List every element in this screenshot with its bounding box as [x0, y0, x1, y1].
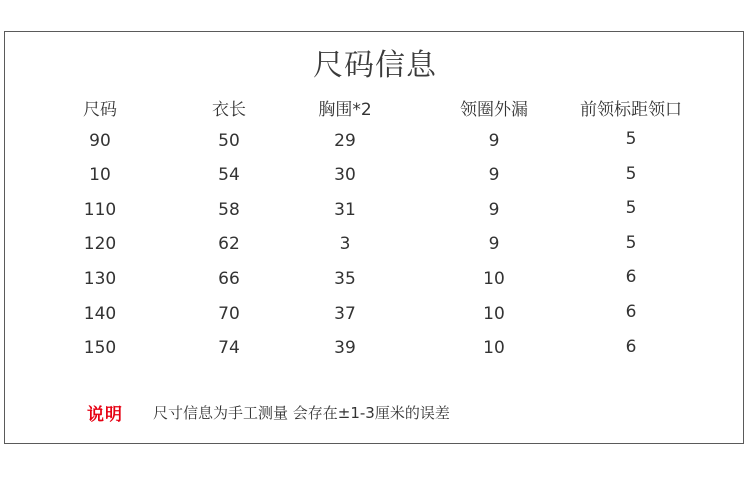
table-cell: 120 [83, 234, 117, 254]
table-cell: 37 [334, 304, 356, 324]
table-cell: 5 [625, 233, 637, 253]
table-cell: 90 [89, 131, 111, 151]
table-cell: 31 [334, 200, 356, 220]
table-cell: 5 [625, 198, 637, 218]
table-cell: 110 [83, 200, 117, 220]
table-cell: 10 [89, 165, 111, 185]
table-cell: 9 [488, 200, 500, 220]
header-collar-exposed: 领圈外漏 [460, 100, 528, 120]
table-cell: 74 [218, 338, 240, 358]
table-cell: 9 [488, 131, 500, 151]
table-cell: 10 [483, 304, 505, 324]
table-cell: 130 [83, 269, 117, 289]
table-cell: 9 [488, 234, 500, 254]
table-cell: 6 [625, 337, 637, 357]
note-text: 尺寸信息为手工测量 会存在±1-3厘米的误差 [153, 404, 450, 422]
header-chest: 胸围*2 [318, 100, 372, 120]
table-cell: 5 [625, 164, 637, 184]
table-cell: 35 [334, 269, 356, 289]
table-cell: 70 [218, 304, 240, 324]
table-cell: 140 [83, 304, 117, 324]
header-size: 尺码 [83, 100, 117, 120]
table-cell: 50 [218, 131, 240, 151]
table-cell: 54 [218, 165, 240, 185]
table-cell: 39 [334, 338, 356, 358]
table-cell: 62 [218, 234, 240, 254]
table-cell: 30 [334, 165, 356, 185]
table-cell: 6 [625, 267, 637, 287]
table-cell: 58 [218, 200, 240, 220]
table-cell: 66 [218, 269, 240, 289]
header-length: 衣长 [212, 100, 246, 120]
table-cell: 5 [625, 129, 637, 149]
table-cell: 3 [339, 234, 351, 254]
table-cell: 6 [625, 302, 637, 322]
table-cell: 29 [334, 131, 356, 151]
table-cell: 10 [483, 269, 505, 289]
header-front-label-distance: 前领标距领口 [580, 100, 682, 120]
table-cell: 150 [83, 338, 117, 358]
page-title: 尺码信息 [313, 48, 437, 83]
note-label: 说明 [87, 405, 123, 425]
table-cell: 9 [488, 165, 500, 185]
table-cell: 10 [483, 338, 505, 358]
